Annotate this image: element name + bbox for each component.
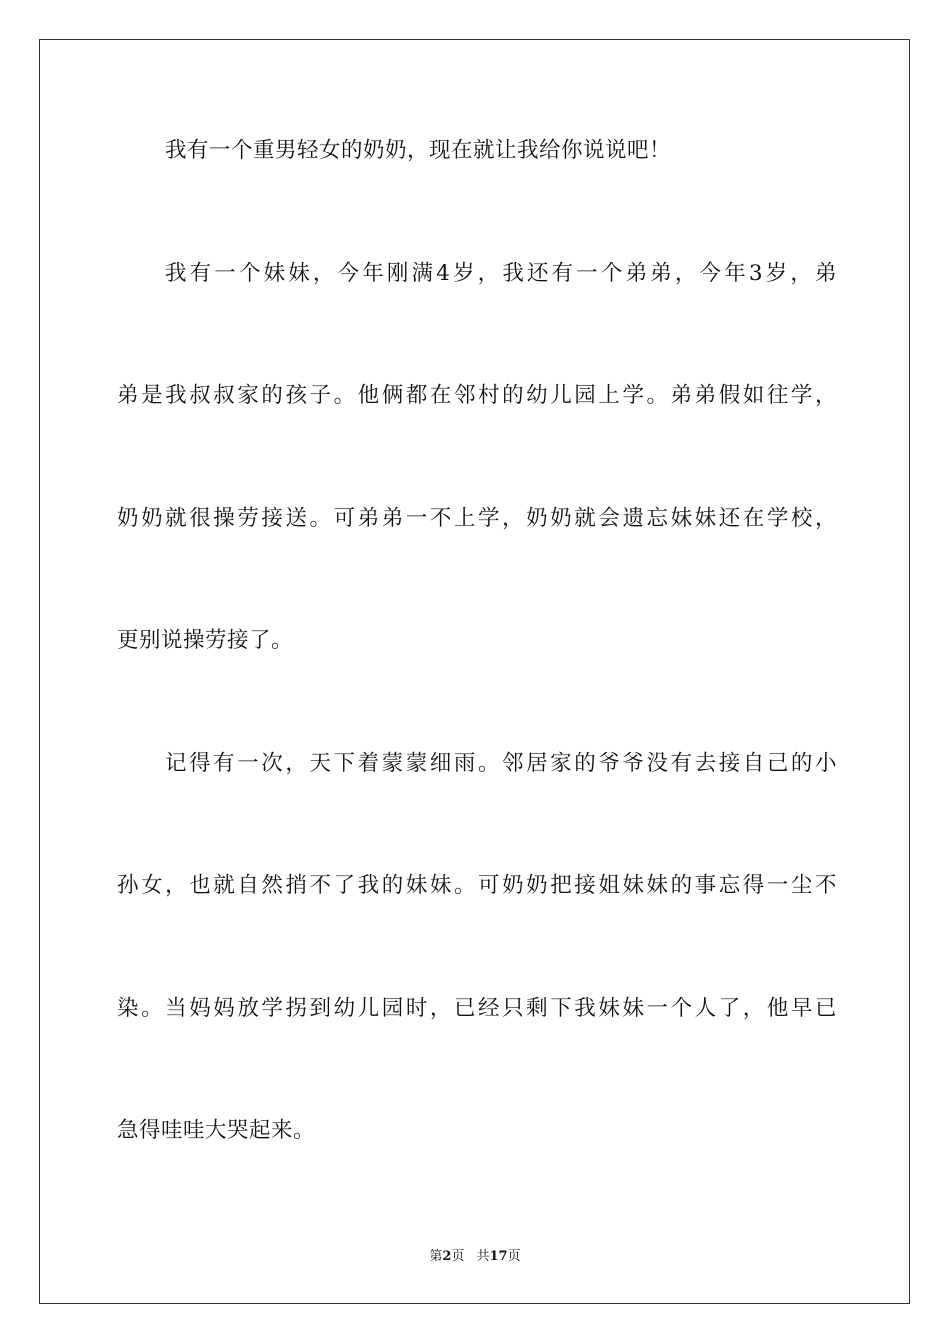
paragraph-line: 孙女，也就自然捎不了我的妹妹。可奶奶把接姐妹妹的事忘得一尘不 (117, 873, 837, 898)
paragraph-line: 急得哇哇大哭起来。 (117, 1118, 316, 1143)
paragraph-line: 奶奶就很操劳接送。可弟弟一不上学，奶奶就会遗忘妹妹还在学校， (117, 506, 837, 531)
paragraph-line: 我有一个妹妹，今年刚满4岁，我还有一个弟弟，今年3岁，弟 (165, 261, 837, 286)
footer-total-prefix: 共 (476, 1249, 490, 1264)
page-footer (0, 1248, 950, 1266)
paragraph-line: 染。当妈妈放学拐到幼儿园时，已经只剩下我妹妹一个人了，他早已 (117, 996, 837, 1021)
paragraph-line: 记得有一次，天下着蒙蒙细雨。邻居家的爷爷没有去接自己的小 (165, 751, 837, 776)
footer-total-unit: 页 (507, 1249, 521, 1264)
footer-page-current: 2 (442, 1249, 452, 1264)
footer-page-unit: 页 (451, 1249, 465, 1264)
page-border (39, 39, 910, 1304)
paragraph-line: 更别说操劳接了。 (117, 628, 294, 653)
paragraph-line: 我有一个重男轻女的奶奶，现在就让我给你说说吧！ (165, 138, 672, 163)
footer-page-prefix: 第 (429, 1249, 443, 1264)
paragraph-line: 弟是我叔叔家的孩子。他俩都在邻村的幼儿园上学。弟弟假如往学， (117, 383, 837, 408)
footer-page-total: 17 (489, 1249, 508, 1264)
